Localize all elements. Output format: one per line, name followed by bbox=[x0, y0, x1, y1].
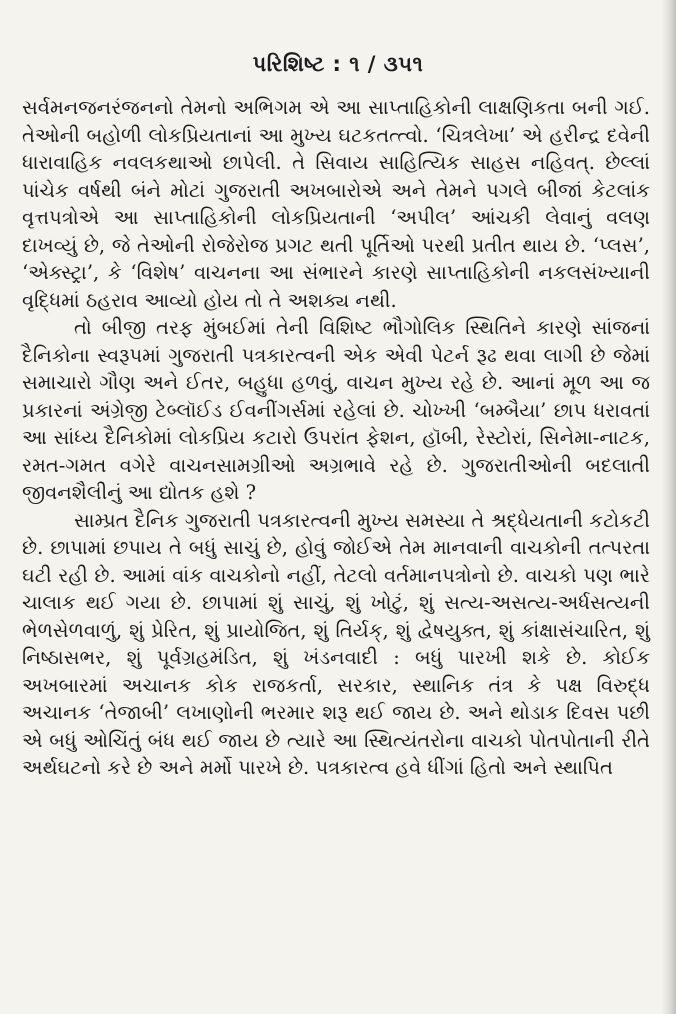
paragraph-3: સામ્પ્રત દૈનિક ગુજરાતી પત્રકારત્વની મુખ્ય સમસ્યા તે શ્રદ્ધેયતાની કટોકટી છે. છાપામાં છપાય તે બધું સાચું છે, હોવું જોઈએ તેમ માનવાની વાચકોની તત્પરતા ઘટી રહી છે. આમાં વાંક વાચકોનો નહીં, તેટલો વર્તમાનપત્રોનો છે. વાચકો પણ ભારે ચાલાક થઈ ગયા છે. છાપામાં શું સાચું, શું ખોટું, શું સત્ય-અસત્ય-અર્ધસત્યની ભેળસેળવાળું, શું પ્રેરિત, શું પ્રાયોજિત, શું તિર્યક્, શું દ્વેષયુક્ત, શું કાંક્ષાસંચારિત, શું નિષ્ઠાસભર, શું પૂર્વગ્રહમંડિત, શું ખંડનવાદી : બધું પારખી શકે છે. કોઈક અખબારમાં અચાનક કોક રાજકર્તા, સરકાર, સ્થાનિક તંત્ર કે પક્ષ વિરુદ્ધ અચાનક ‘તેજાબી’ લખાણોની ભરમાર શરૂ થઈ જાય છે. અને થોડાક દિવસ પછી એ બધું ઓચિંતું બંધ થઈ જાય છે ત્યારે આ સ્થિત્યંતરોના વાચકો પોતપોતાની રીતે અર્થઘટનો કરે છે અને મર્મો પારખે છે. પત્રકારત્વ હવે ધીંગાં હિતો અને સ્થાપિત bbox=[22, 508, 650, 779]
page-body bbox=[22, 94, 650, 782]
paragraph-2: તો બીજી તરફ મુંબઈમાં તેની વિશિષ્ટ ભૌગોલિક સ્થિતિને કારણે સાંજનાં દૈનિકોના સ્વરૂપમાં ગુજરાતી પત્રકારત્વની એક એવી પેટર્ન રૂઢ થવા લાગી છે જેમાં સમાચારો ગૌણ અને ઈતર, બહુધા હળવું, વાચન મુખ્ય રહે છે. આનાં મૂળ આ જ પ્રકારનાં અંગ્રેજી ટેબ્લૉઈડ ઈવનીંગર્સમાં રહેલાં છે. ચોખ્ખી ‘બમ્બૈયા’ છાપ ધરાવતાં આ સાંધ્ય દૈનિકોમાં લોકપ્રિય કટારો ઉપરાંત ફેશન, હૉબી, રેસ્ટોરાં, સિનેમા-નાટક, રમત-ગમત વગેરે વાચનસામગ્રીઓ અગ્રભાવે રહે છે. ગુજરાતીઓની બદલાતી જીવનશૈલીનું આ દ્યોતક હશે ? bbox=[22, 316, 650, 504]
page-header: પરિશિષ્ટ : ૧ / ૩૫૧ bbox=[252, 52, 424, 76]
page-edge-shadow bbox=[662, 0, 676, 1014]
paragraph-1: સર્વમનજનરંજનનો તેમનો અભિગમ એ આ સાપ્તાહિકોની લાક્ષણિકતા બની ગઈ. તેઓની બહોળી લોકપ્રિયતાનાં આ મુખ્ય ઘટકતત્ત્વો. ‘ચિત્રલેખા’ એ હરીન્દ્ર દવેની ધારાવાહિક નવલકથાઓ છાપેલી. તે સિવાય સાહિત્યિક સાહસ નહિવત્. છેલ્લાં પાંચેક વર્ષથી બંને મોટાં ગુજરાતી અખબારોએ અને તેમને પગલે બીજાં કેટલાંક વૃત્તપત્રોએ આ સાપ્તાહિકોની લોકપ્રિયતાની ‘અપીલ’ આંચકી લેવાનું વલણ દાખવ્યું છે, જે તેઓની રોજેરોજ પ્રગટ થતી પૂર્તિઓ પરથી પ્રતીત થાય છે. ‘પ્લસ’, ‘એક્સ્ટ્રા’, કે ‘વિશેષ’ વાચનના આ સંભારને કારણે સાપ્તાહિકોની નકલસંખ્યાની વૃદ્ધિમાં ઠહરાવ આવ્યો હોય તો તે અશક્ય નથી. bbox=[22, 96, 650, 312]
